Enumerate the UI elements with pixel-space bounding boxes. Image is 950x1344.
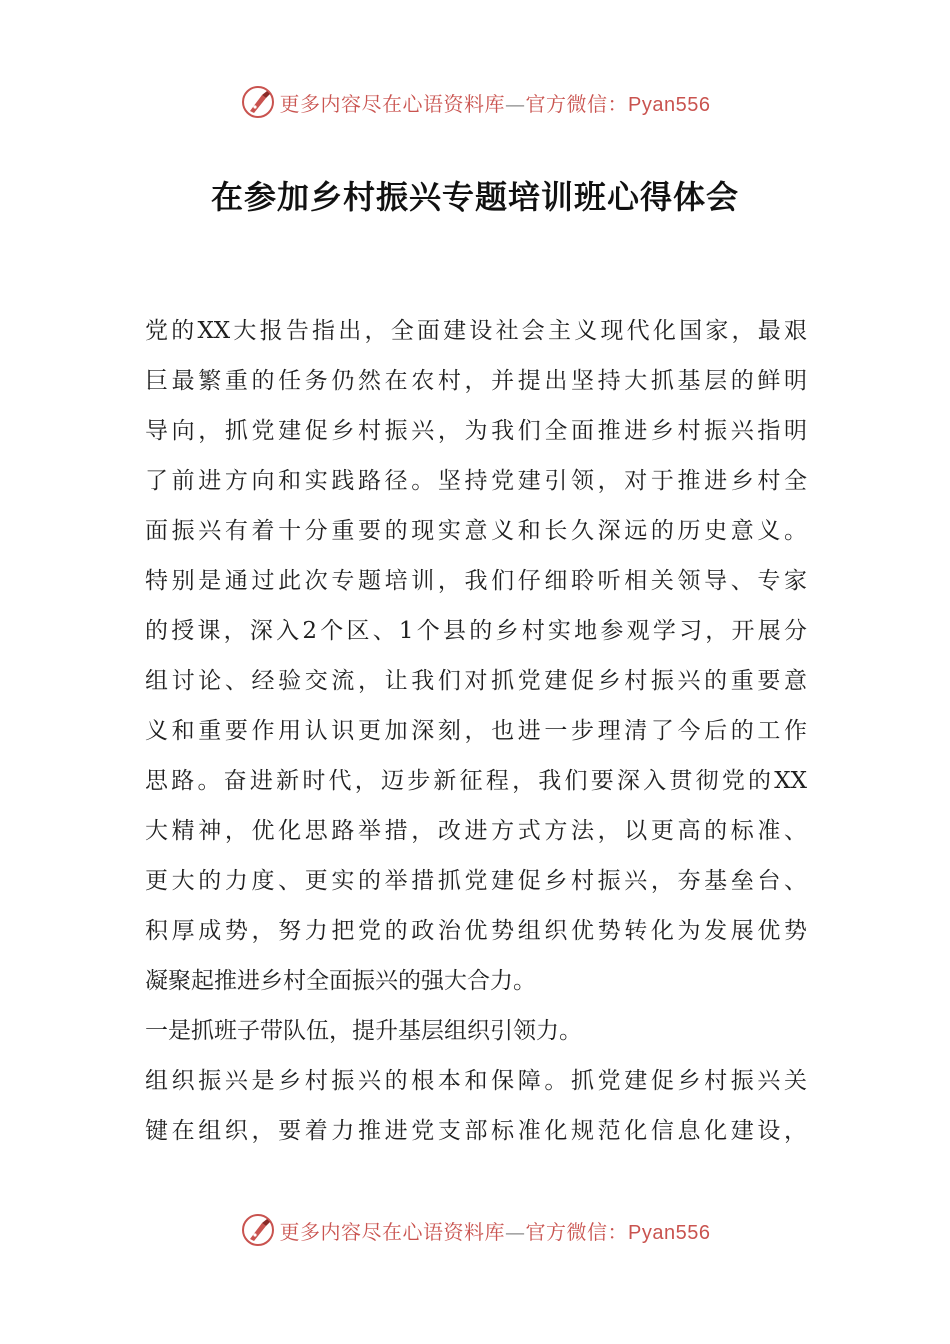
body-line: 导向，抓党建促乡村振兴，为我们全面推进乡村振兴指明 — [145, 418, 807, 444]
body-line: 巨最繁重的任务仍然在农村，并提出坚持大抓基层的鲜明 — [145, 368, 807, 394]
body-line: 的授课，深入2个区、1个县的乡村实地参观学习，开展分 — [145, 618, 807, 644]
footer-banner — [0, 1208, 950, 1252]
body-line: 积厚成势，努力把党的政治优势组织优势转化为发展优势 — [145, 918, 807, 944]
document-body — [145, 306, 807, 1156]
body-line: 特别是通过此次专题培训，我们仔细聆听相关领导、专家 — [145, 568, 807, 594]
pen-nib-logo-icon — [240, 1212, 276, 1248]
body-line: 义和重要作用认识更加深刻，也进一步理清了今后的工作 — [145, 718, 807, 744]
body-line: 了前进方向和实践路径。坚持党建引领，对于推进乡村全 — [145, 468, 807, 494]
body-line: 思路。奋进新时代，迈步新征程，我们要深入贯彻党的XX — [145, 768, 807, 794]
header-banner — [0, 80, 950, 124]
body-line: 大精神，优化思路举措，改进方式方法，以更高的标准、 — [145, 818, 807, 844]
banner-text: 更多内容尽在心语资料库—官方微信：Pyan556 — [279, 91, 711, 116]
banner-text: 更多内容尽在心语资料库—官方微信：Pyan556 — [279, 1219, 711, 1244]
body-line: 凝聚起推进乡村全面振兴的强大合力。 — [145, 968, 536, 994]
body-line: 键在组织，要着力推进党支部标准化规范化信息化建设， — [145, 1118, 807, 1144]
body-line: 组讨论、经验交流，让我们对抓党建促乡村振兴的重要意 — [145, 668, 807, 694]
body-line: 面振兴有着十分重要的现实意义和长久深远的历史意义。 — [145, 518, 807, 544]
body-line: 组织振兴是乡村振兴的根本和保障。抓党建促乡村振兴关 — [145, 1068, 807, 1094]
document-title: 在参加乡村振兴专题培训班心得体会 — [210, 178, 739, 216]
body-line: 党的XX大报告指出，全面建设社会主义现代化国家，最艰 — [145, 318, 807, 344]
body-line: 更大的力度、更实的举措抓党建促乡村振兴，夯基垒台、 — [145, 868, 807, 894]
section-heading: 一是抓班子带队伍，提升基层组织引领力。 — [145, 1018, 582, 1044]
pen-nib-logo-icon — [240, 84, 276, 120]
